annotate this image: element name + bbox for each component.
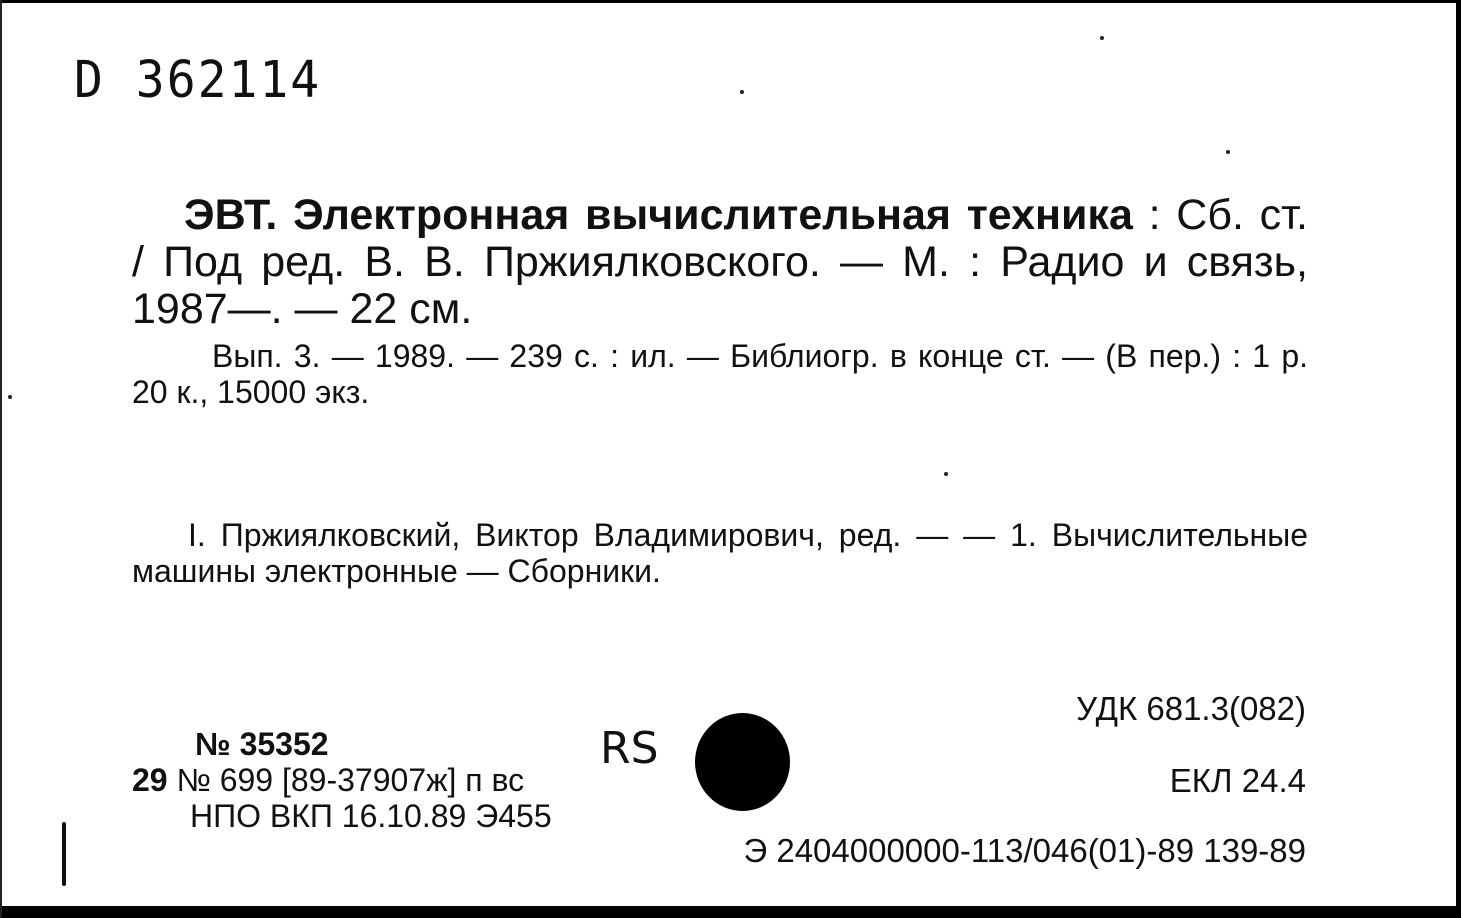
title-rest: : Сб. ст. / Под ред. В. В. Пржиялковского. — М. : Радио и связь, 1987—. — 22 см. [132,191,1308,333]
order-number: № 35352 [195,726,329,762]
udk-classification: УДК 681.3(082) [1076,690,1306,727]
card-border-bottom [0,906,1461,918]
speck [944,472,948,476]
ekl-classification: ЕКЛ 24.4 [1169,762,1306,799]
speck [8,395,12,399]
punch-hole [695,713,790,811]
title-bold: ЭВТ. Электронная вычислительная техника [184,191,1133,239]
publication-code: Э 2404000000-113/046(01)-89 139-89 [743,832,1306,869]
title-entry [132,192,1308,333]
speck [1100,36,1104,40]
print-number: 29 [132,762,168,798]
publisher-line: НПО ВКП 16.10.89 Э455 [190,798,552,834]
issue-text: Вып. 3. — 1989. — 239 с. : ил. — Библиогр. в конце ст. — (В пер.) : 1 р. 20 к., 15000 экз. [132,338,1308,410]
card-border-left [0,0,2,918]
card-border-top [0,0,1461,3]
tracings-text: I. Пржиялковский, Виктор Владимирович, ред. — — 1. Вычислительные машины электронные — Сборники. [132,517,1308,589]
tracings-entry [132,517,1308,589]
card-border-right [1456,0,1461,918]
rs-mark: RS [600,723,659,774]
issue-entry [132,338,1308,410]
handwritten-call-number: D 362114 [74,50,322,110]
print-line [132,762,524,798]
speck [740,90,744,94]
edge-mark [62,822,66,886]
print-line-rest: № 699 [89-37907ж] п вс [167,762,525,798]
speck [1226,150,1230,154]
